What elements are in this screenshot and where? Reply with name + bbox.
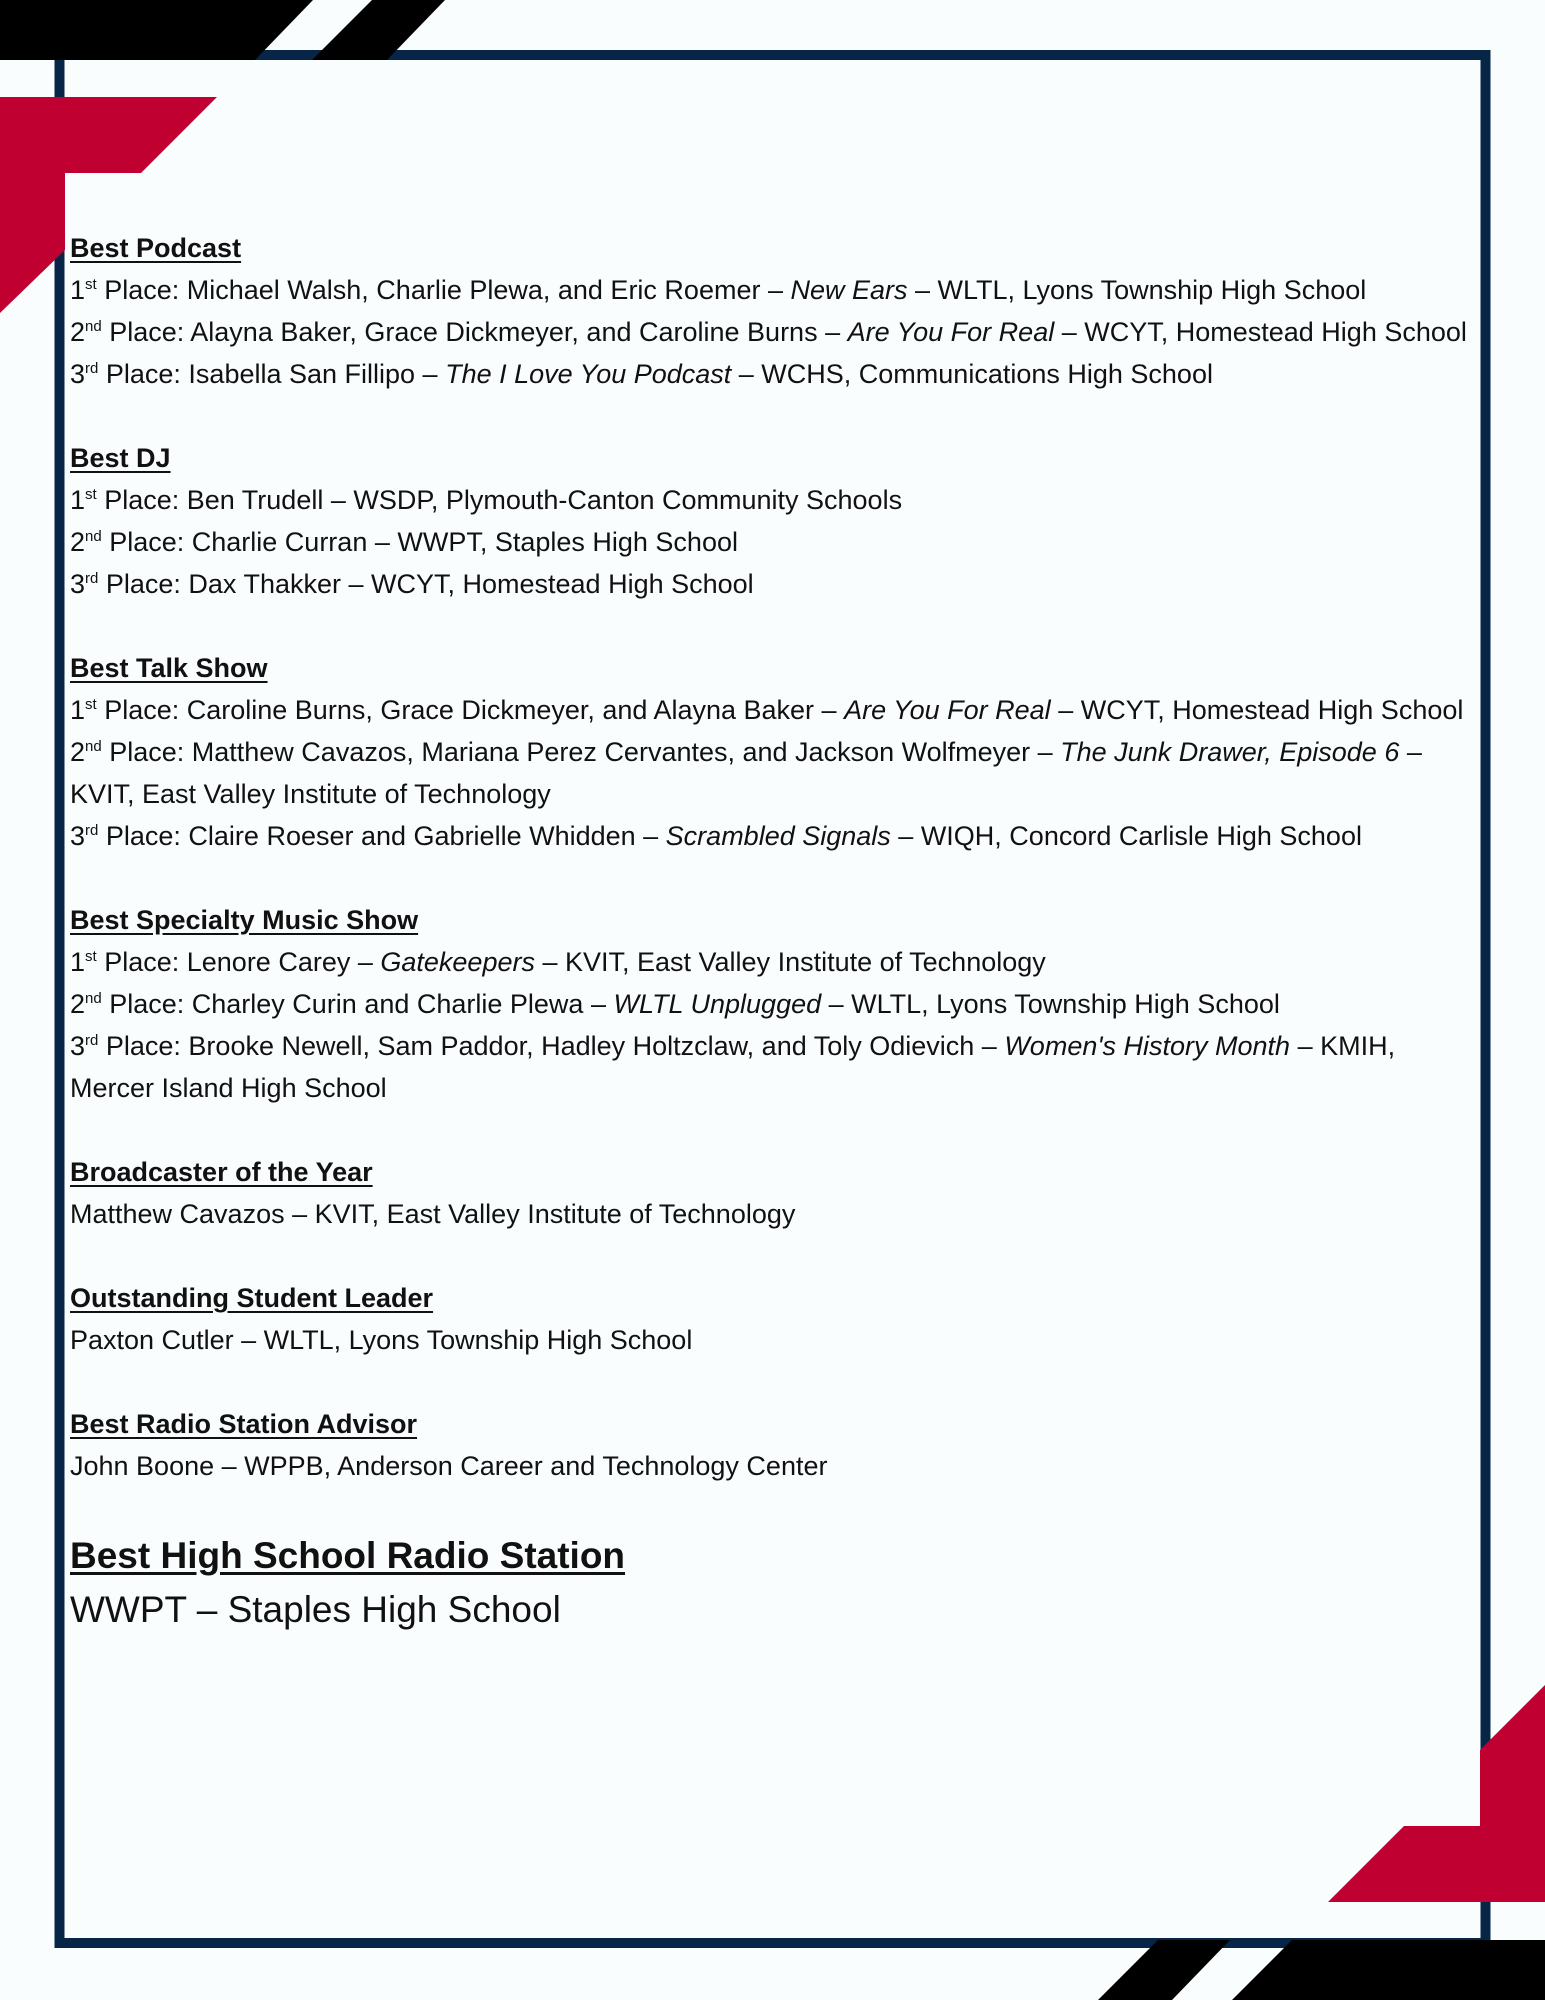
section-heading: Best Radio Station Advisor xyxy=(70,1409,418,1439)
entry-winners: Matthew Cavazos – KVIT, East Valley Institute of Technology xyxy=(70,1199,796,1229)
place-suffix: st xyxy=(85,696,97,713)
place-label: Place: xyxy=(96,695,187,725)
place-number: 3 xyxy=(70,359,86,389)
entry-winners: Michael Walsh, Charlie Plewa, and Eric Roemer – xyxy=(186,275,791,305)
award-entry xyxy=(70,353,1470,395)
entry-winners: Matthew Cavazos, Mariana Perez Cervantes, and Jackson Wolfmeyer – xyxy=(191,737,1061,767)
entry-title: Gatekeepers xyxy=(380,947,535,977)
entry-station: – WCYT, Homestead High School xyxy=(1050,695,1464,725)
place-label: Place: xyxy=(96,485,187,515)
entry-station: – WLTL, Lyons Township High School xyxy=(821,989,1280,1019)
place-number: 2 xyxy=(70,317,86,347)
entry-winners: Caroline Burns, Grace Dickmeyer, and Alayna Baker – xyxy=(186,695,845,725)
section-heading: Best Specialty Music Show xyxy=(70,905,419,935)
section-heading: Outstanding Student Leader xyxy=(70,1283,434,1313)
award-entry xyxy=(70,941,1470,983)
entry-title: Are You For Real xyxy=(847,317,1055,347)
place-number: 1 xyxy=(70,485,86,515)
place-number: 1 xyxy=(70,695,86,725)
section-heading: Broadcaster of the Year xyxy=(70,1157,373,1187)
place-suffix: nd xyxy=(85,990,102,1007)
bottom-black-band xyxy=(1232,1940,1545,2000)
award-section xyxy=(70,899,1470,1109)
award-section xyxy=(70,1151,1470,1235)
place-label: Place: xyxy=(98,821,189,851)
section-heading: Best Podcast xyxy=(70,233,242,263)
place-number: 2 xyxy=(70,989,86,1019)
place-suffix: st xyxy=(85,276,97,293)
entry-station: – KMIH, Mercer Island High School xyxy=(70,1031,1396,1103)
place-label: Place: xyxy=(96,947,187,977)
place-label: Place: xyxy=(101,527,192,557)
award-entry xyxy=(70,1445,1470,1487)
place-suffix: st xyxy=(85,948,97,965)
award-entry xyxy=(70,815,1470,857)
awards-list xyxy=(70,227,1470,1637)
final-award xyxy=(70,1529,1470,1637)
award-entry xyxy=(70,731,1470,815)
entry-station: – KVIT, East Valley Institute of Technology xyxy=(534,947,1046,977)
award-section xyxy=(70,1277,1470,1361)
entry-title: The I Love You Podcast xyxy=(445,359,732,389)
final-award-heading: Best High School Radio Station xyxy=(70,1535,626,1576)
place-number: 3 xyxy=(70,1031,86,1061)
award-section xyxy=(70,437,1470,605)
place-suffix: rd xyxy=(85,822,99,839)
award-entry xyxy=(70,311,1470,353)
place-label: Place: xyxy=(101,989,192,1019)
place-number: 3 xyxy=(70,569,86,599)
place-label: Place: xyxy=(98,1031,189,1061)
place-number: 2 xyxy=(70,737,86,767)
bottom-right-red-corner xyxy=(1328,1685,1545,1902)
award-entry xyxy=(70,983,1470,1025)
entry-station: – WCYT, Homestead High School xyxy=(1054,317,1467,347)
entry-title: New Ears xyxy=(790,275,908,305)
place-suffix: rd xyxy=(85,360,99,377)
entry-winners: Charley Curin and Charlie Plewa – xyxy=(191,989,614,1019)
entry-winners: Claire Roeser and Gabrielle Whidden – xyxy=(188,821,666,851)
place-number: 3 xyxy=(70,821,86,851)
place-label: Place: xyxy=(101,317,191,347)
place-suffix: nd xyxy=(85,528,102,545)
entry-title: Are You For Real xyxy=(844,695,1051,725)
entry-winners: Dax Thakker – WCYT, Homestead High School xyxy=(188,569,754,599)
award-section xyxy=(70,1403,1470,1487)
place-number: 1 xyxy=(70,947,86,977)
place-label: Place: xyxy=(96,275,187,305)
place-label: Place: xyxy=(101,737,192,767)
entry-title: WLTL Unplugged xyxy=(613,989,822,1019)
entry-winners: Ben Trudell – WSDP, Plymouth-Canton Community Schools xyxy=(186,485,903,515)
entry-station: – WCHS, Communications High School xyxy=(731,359,1213,389)
entry-station: – WLTL, Lyons Township High School xyxy=(907,275,1367,305)
entry-title: The Junk Drawer, Episode 6 xyxy=(1060,737,1400,767)
place-number: 1 xyxy=(70,275,86,305)
bottom-black-stripe xyxy=(1098,1940,1230,2000)
entry-winners: Alayna Baker, Grace Dickmeyer, and Caroline Burns – xyxy=(190,317,848,347)
award-entry xyxy=(70,1319,1470,1361)
section-heading: Best Talk Show xyxy=(70,653,268,683)
award-entry xyxy=(70,479,1470,521)
award-entry xyxy=(70,1193,1470,1235)
entry-winners: Brooke Newell, Sam Paddor, Hadley Holtzclaw, and Toly Odievich – xyxy=(188,1031,1005,1061)
entry-winners: Lenore Carey – xyxy=(186,947,381,977)
place-label: Place: xyxy=(98,359,189,389)
entry-winners: Isabella San Fillipo – xyxy=(188,359,446,389)
place-suffix: rd xyxy=(85,1032,99,1049)
place-suffix: nd xyxy=(85,318,102,335)
entry-winners: Paxton Cutler – WLTL, Lyons Township High School xyxy=(70,1325,693,1355)
entry-winners: John Boone – WPPB, Anderson Career and Technology Center xyxy=(70,1451,828,1481)
entry-title: Scrambled Signals xyxy=(665,821,891,851)
section-heading: Best DJ xyxy=(70,443,171,473)
place-suffix: nd xyxy=(85,738,102,755)
award-entry xyxy=(70,563,1470,605)
award-entry xyxy=(70,689,1470,731)
award-section xyxy=(70,647,1470,857)
award-section xyxy=(70,227,1470,395)
entry-station: – KVIT, East Valley Institute of Technology xyxy=(70,737,1422,809)
final-award-winner: WWPT – Staples High School xyxy=(70,1589,561,1630)
entry-winners: Charlie Curran – WWPT, Staples High School xyxy=(191,527,738,557)
place-number: 2 xyxy=(70,527,86,557)
award-entry xyxy=(70,1025,1470,1109)
entry-title: Women's History Month xyxy=(1004,1031,1291,1061)
entry-station: – WIQH, Concord Carlisle High School xyxy=(890,821,1362,851)
award-entry xyxy=(70,269,1470,311)
place-suffix: st xyxy=(85,486,97,503)
award-entry xyxy=(70,521,1470,563)
place-label: Place: xyxy=(98,569,189,599)
place-suffix: rd xyxy=(85,570,99,587)
